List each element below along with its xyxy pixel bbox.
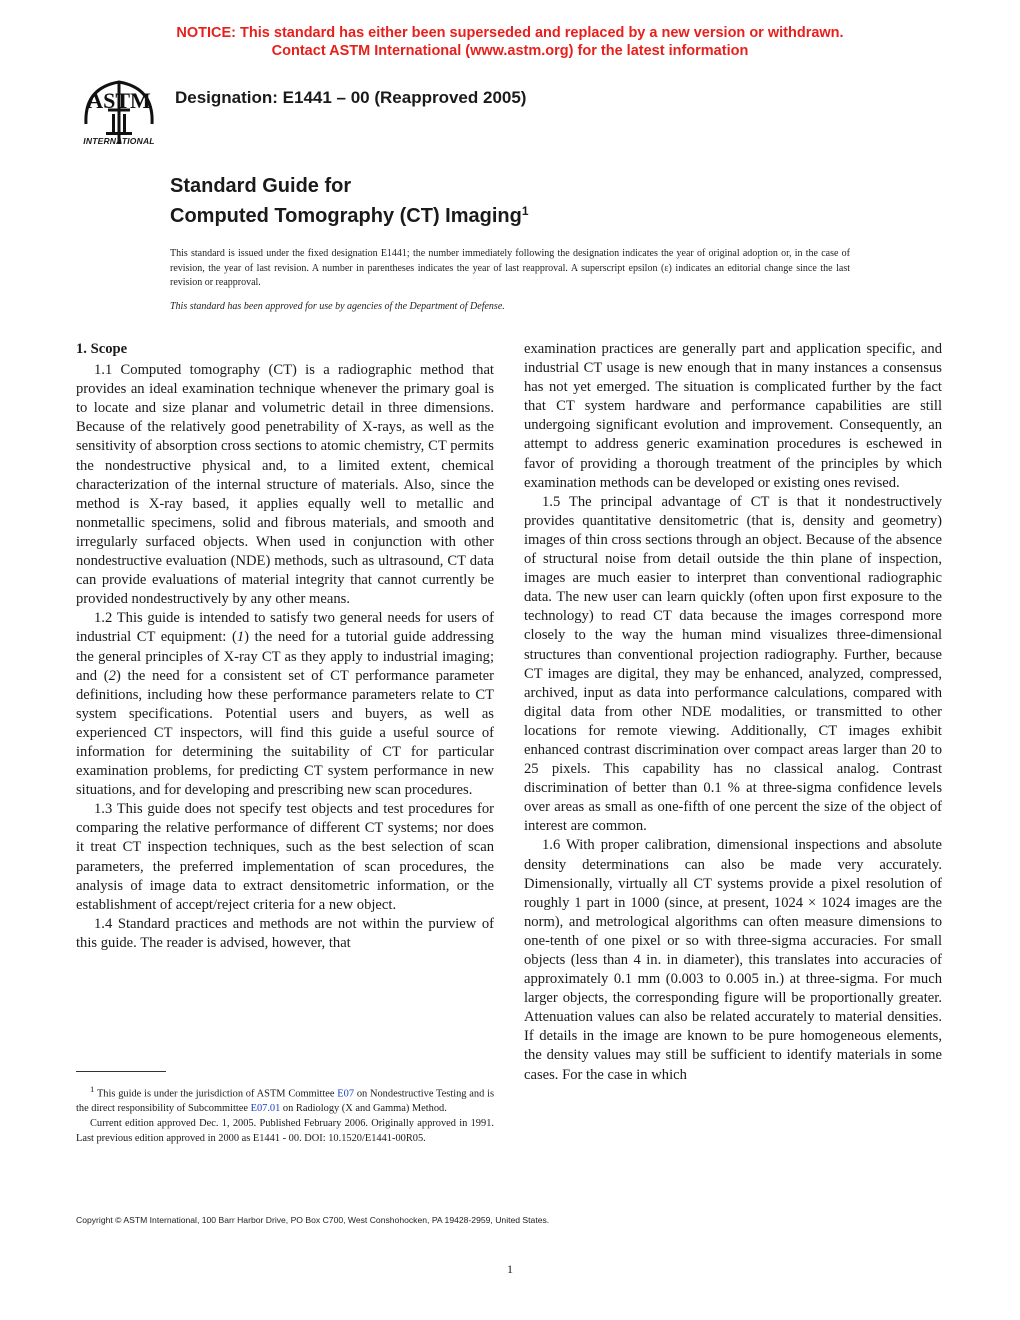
logo-subtitle: INTERNATIONAL <box>83 136 155 146</box>
footnote-text-b: on Nondestructive Testing and is the direct responsibility of Subcommittee <box>76 1088 494 1115</box>
footnote-mark: 1 <box>90 1084 95 1094</box>
page-title <box>170 174 529 229</box>
right-column <box>524 340 942 1085</box>
committee-e07-link[interactable]: E07 <box>337 1088 355 1100</box>
paragraph-1-6: 1.6 With proper calibration, dimensional inspections and absolute density determinations can also be made very accurately. Dimensionally, virtually all CT systems provide a pixel resolution of roughly 1 part in 1000 (since, at present, 1024 × 1024 images are the norm), and metrological algorithms can often measure dimensions to one-tenth of one pixel or so with three-sigma accuracies. For small objects (less than 4 in. in diameter), this translates into accuracies of approximately 0.1 mm (0.003 to 0.005 in.) at three-sigma. For much larger objects, the corresponding figure will be proportionally greater. Attenuation values can also be related accurately to material densities. If details in the image are known to be pure homogeneous elements, the density values may still be sufficient to identify materials in some cases. For the case in which <box>524 837 942 1083</box>
paragraph-1-2 <box>76 609 494 800</box>
dod-approval-note: This standard has been approved for use by agencies of the Department of Defense. <box>170 301 505 312</box>
left-column <box>76 340 494 953</box>
paragraph-1-2-part-b: ) the need for a tutorial guide addressing the general principles of X-ray CT as they apply to industrial imaging; and ( <box>76 629 494 684</box>
paragraph-1-4-start: 1.4 Standard practices and methods are not within the purview of this guide. The reader is advised, however, that <box>76 915 494 951</box>
footnote <box>76 1082 494 1146</box>
logo-text: ASTM <box>87 88 151 113</box>
paragraph-1-2-num-2: 2 <box>108 667 116 684</box>
title-footnote-mark: 1 <box>521 204 529 218</box>
paragraph-1-2-part-c: ) the need for a consistent set of CT performance parameter definitions, including how these performance parameters relate to CT system specifications. Potential users and buyers, as well as experienced CT inspectors, will find this guide a useful source of information for determining the suitability of CT for particular examination problems, for predicting CT system performance in new situations, and for developing and prescribing new scan procedures. <box>76 667 494 799</box>
footnote-1 <box>76 1082 494 1116</box>
paragraph-1-5: 1.5 The principal advantage of CT is that it nondestructively provides quantitative densitometric (that is, density and geometry) images of thin cross sections through an object. Because of the absence of structural noise from detail outside the thin plane of inspection, images are much easier to interpret than conventional radiographic data. The new user can learn quickly (often upon first exposure to the technology) to read CT data because the images correspond more closely to the way the human mind visualizes three-dimensional structures than conventional projection radiography. Further, because CT images are digital, they may be enhanced, analyzed, compressed, archived, input as data into performance calculations, compared with digital data from other NDE modalities, or transmitted to other locations for remote viewing. Additionally, CT images exhibit enhanced contrast discrimination over compact areas larger than 20 to 25 pixels. This capability has no classical analog. Contrast discrimination of better than 0.1 % at three-sigma confidence levels over areas as small as one-fifth of one percent the size of the object of interest are common. <box>524 493 942 835</box>
subcommittee-e07-01-link[interactable]: E07.01 <box>250 1103 281 1115</box>
designation: Designation: E1441 – 00 (Reapproved 2005) <box>175 88 527 107</box>
footnote-edition: Current edition approved Dec. 1, 2005. Published February 2006. Originally approved in 1991. Last previous edition approved in 2000 as E1441 - 00. DOI: 10.1520/E1441-00R05. <box>76 1118 494 1145</box>
title-line-2 <box>170 199 529 229</box>
paragraph-1-2-num-1: 1 <box>236 629 245 646</box>
notice-line-2: Contact ASTM International (www.astm.org) for the latest information <box>271 43 749 59</box>
footnote-text-c: on Radiology (X and Gamma) Method. <box>280 1103 447 1115</box>
footnote-divider <box>76 1071 166 1072</box>
issuance-note: This standard is issued under the fixed designation E1441; the number immediately following the designation indicates the year of original adoption or, in the case of revision, the year of last revision. A number in parentheses indicates the year of last reapproval. A superscript epsilon (ε) indicates an editorial change since the last revision or reapproval. <box>170 248 850 288</box>
page-number: 1 <box>507 1262 513 1276</box>
title-line-2-text: Computed Tomography (CT) Imaging <box>170 205 522 227</box>
footnote-text-a: This guide is under the jurisdiction of ASTM Committee <box>96 1088 338 1100</box>
copyright-line: Copyright © ASTM International, 100 Barr Harbor Drive, PO Box C700, West Conshohocken, PA 19428-2959, United States. <box>76 1215 550 1225</box>
paragraph-1-2-part-a: 1.2 This guide is intended to satisfy two general needs for users of industrial CT equipment: ( <box>76 610 494 646</box>
notice-line-1: NOTICE: This standard has either been superseded and replaced by a new version or withdrawn. <box>176 25 844 41</box>
paragraph-1-4-continued: examination practices are generally part and application specific, and industrial CT usage is new enough that in many instances a consensus has not yet emerged. The situation is complicated further by the fact that CT system hardware and performance capabilities are still undergoing significant evolution and improvement. Consequently, an attempt to address generic examination procedures is eschewed in favor of providing a thorough treatment of the principles by which examination methods can be developed or existing ones revised. <box>524 341 942 491</box>
section-heading-scope: 1. Scope <box>76 341 128 357</box>
paragraph-1-1: 1.1 Computed tomography (CT) is a radiographic method that provides an ideal examination technique whenever the primary goal is to locate and size planar and volumetric detail in three dimensions. Because of the relatively good penetrability of X-rays, as well as the sensitivity of absorption cross sections to atomic chemistry, CT permits the nondestructive physical and, to a limited extent, chemical characterization of the internal structure of materials. Also, since the method is X-ray based, it applies equally well to metallic and nonmetallic specimens, solid and fibrous materials, and smooth and irregularly surfaced objects. When used in conjunction with other nondestructive evaluation (NDE) methods, such as ultrasound, CT data can provide evaluations of material integrity that cannot currently be provided nondestructively by any other means. <box>76 362 494 608</box>
title-line-1: Standard Guide for <box>170 175 352 197</box>
paragraph-1-3: 1.3 This guide does not specify test objects and test procedures for comparing the relative performance of different CT systems; nor does it treat CT inspection techniques, such as the best selection of scan parameters, the preferred implementation of scan procedures, the analysis of image data to extract densitometric information, or the establishment of accept/reject criteria for a new object. <box>76 801 494 913</box>
supersession-notice <box>0 24 1020 60</box>
